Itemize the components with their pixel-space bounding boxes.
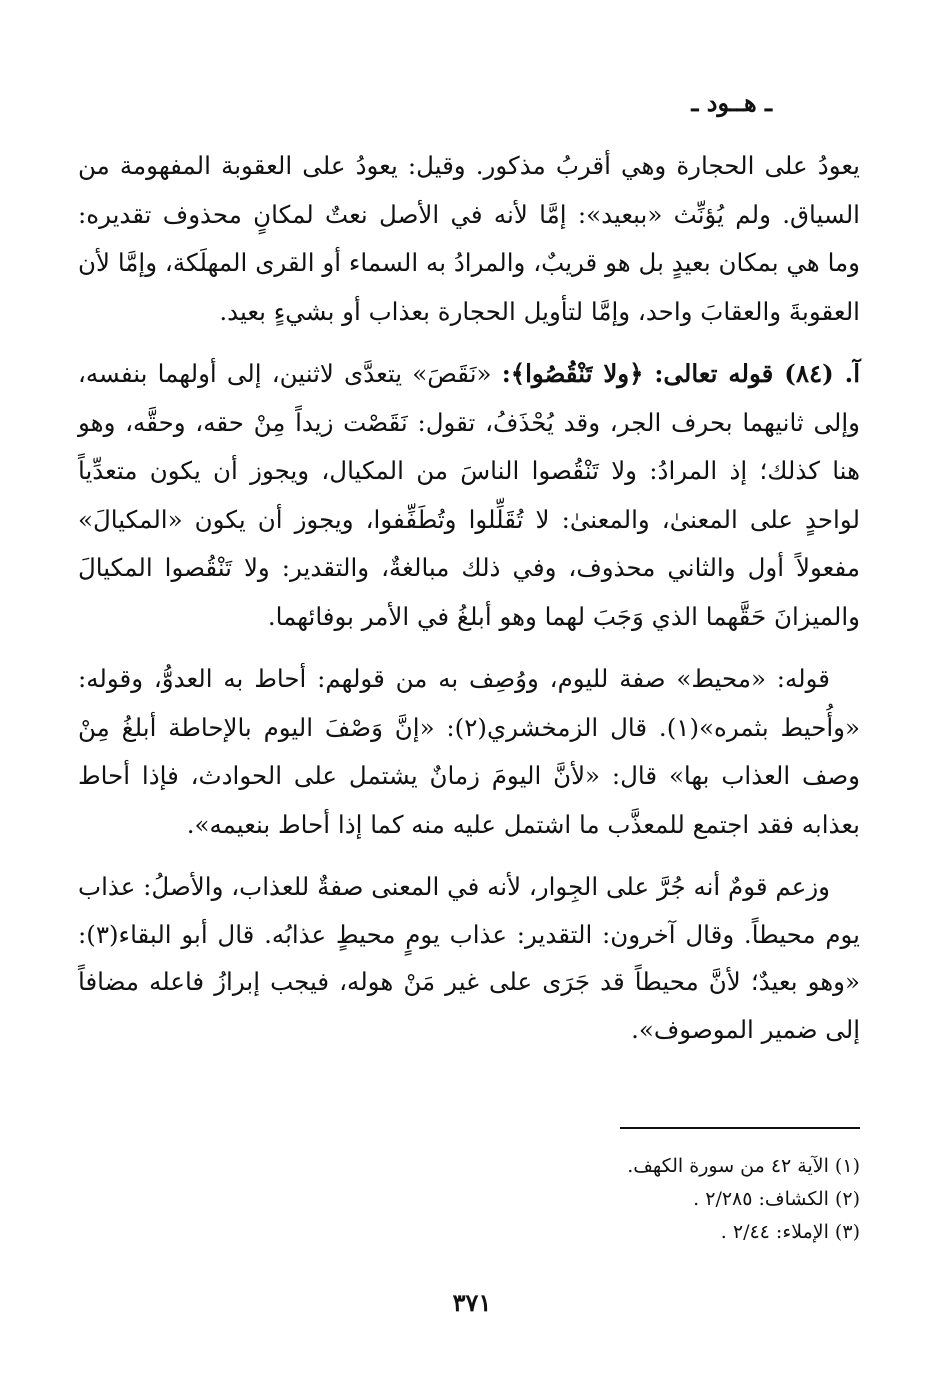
footnotes: [260, 1150, 860, 1249]
paragraph-4: وزعم قومٌ أنه جُرَّ على الجِوار، لأنه في المعنى صفةٌ للعذاب، والأصلُ: عذاب يوم محيطاً. وقال آخرون: التقدير: عذاب يومٍ محيطٍ عذابُه. قال أبو البقاء(٣): «وهو بعيدٌ؛ لأنَّ محيطاً قد جَرَى على غير مَنْ هوله، فيجب إبرازُ فاعله مضافاً إلى ضمير الموصوف».: [78, 872, 860, 1044]
main-text: [78, 142, 860, 1053]
paragraph-3: قوله: «محيط» صفة لليوم، ووُصِف به من قولهم: أحاط به العدوُّ، وقوله: «وأُحيط بثمره»(١). قال الزمخشري(٢): «إنَّ وَصْفَ اليوم بالإحاطة أبلغُ مِنْ وصف العذاب بها» قال: «لأنَّ اليومَ زمانٌ يشتمل على الحوادث، فإذا أحاط بعذابه فقد اجتمع للمعذَّب ما اشتمل عليه منه كما إذا أحاط بنعيمه».: [78, 664, 860, 839]
paragraph-1: يعودُ على الحجارة وهي أقربُ مذكور. وقيل: يعودُ على العقوبة المفهومة من السياق. ولم يُؤنِّث «ببعيد»: إمَّا لأنه في الأصل نعتٌ لمكانٍ محذوف تقديره: وما هي بمكان بعيدٍ بل هو قريبٌ، والمرادُ به السماء أو القرى المهلَكة، وإمَّا لأن العقوبةَ والعقابَ واحد، وإمَّا لتأويل الحجارة بعذاب أو بشيءٍ بعيد.: [78, 151, 860, 326]
paragraph-2: [78, 350, 860, 641]
paragraph-2-text: «نَقَصَ» يتعدَّى لاثنين، إلى أولهما بنفسه، وإلى ثانيهما بحرف الجر، وقد يُحْذَفُ، تقول: نَقَصْت زيداً مِنْ حقه، وحقَّه، وهو هنا كذلك؛ إذ المرادُ: ولا تَنْقُصوا الناسَ من المكيال، ويجوز أن يكون متعدِّياً لواحدٍ على المعنىٰ، والمعنىٰ: لا تُقَلِّلوا وتُطَفِّفوا، ويجوز أن يكون «المكيالَ» مفعولاً أول والثاني محذوف، وفي ذلك مبالغةٌ، والتقدير: ولا تَنْقُصوا المكيالَ والميزانَ حَقَّهما الذي وَجَبَ لهما وهو أبلغُ في الأمر بوفائهما.: [78, 359, 860, 631]
footnote-3: (٣) الإملاء: ٢/٤٤ .: [720, 1221, 860, 1243]
verse-heading: آ. (٨٤) قوله تعالى: ﴿ولا تَنْقُصُوا﴾:: [501, 359, 861, 388]
page-number: ٣٧١: [452, 1288, 492, 1317]
chapter-header: ـ هــود ـ: [691, 88, 772, 117]
footnote-divider: [620, 1127, 860, 1129]
footnote-1: (١) الآية ٤٢ من سورة الكهف.: [627, 1155, 860, 1177]
footnote-2: (٢) الكشاف: ٢/٢٨٥ .: [693, 1188, 860, 1210]
